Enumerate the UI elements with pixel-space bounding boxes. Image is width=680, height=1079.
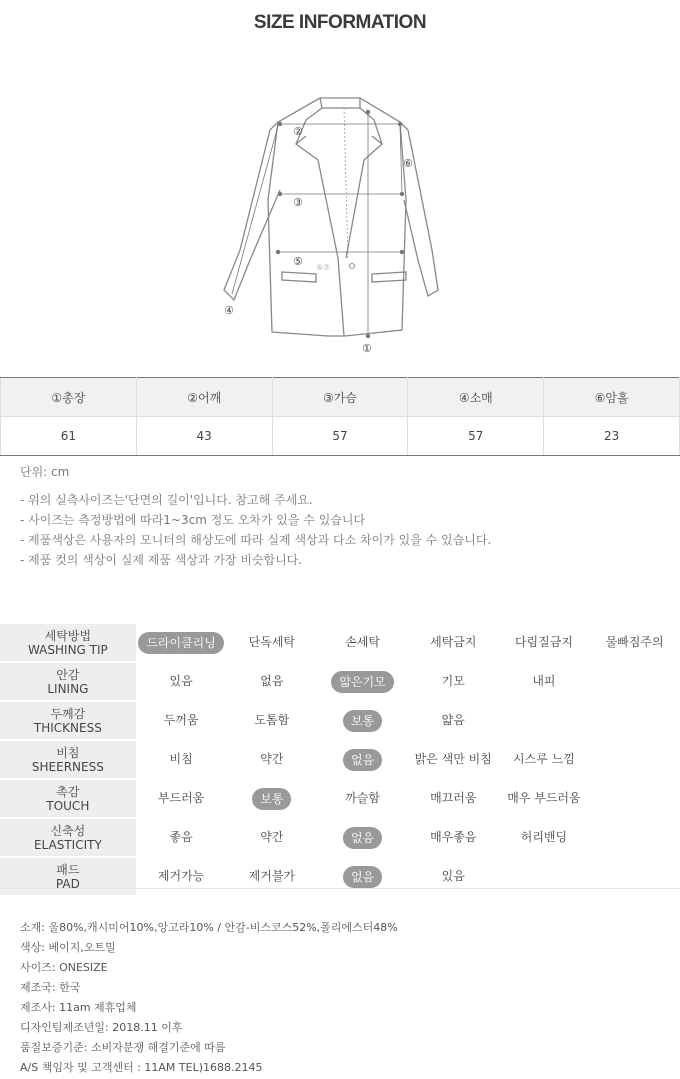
care-option-cell xyxy=(408,779,499,818)
care-label-ko: 세탁방법 xyxy=(44,628,92,643)
info-line: 색상: 베이지,오트밀 xyxy=(20,941,116,954)
care-option-selected: 얇은기모 xyxy=(331,671,393,693)
care-option-cell xyxy=(499,857,590,896)
page-title: SIZE INFORMATION xyxy=(253,12,427,33)
care-option: 물빠짐주의 xyxy=(605,635,664,650)
care-option-cell xyxy=(136,740,227,779)
label-chest: ③ xyxy=(293,196,303,209)
care-option: 시스루 느낌 xyxy=(513,752,575,766)
care-label-ko: 비침 xyxy=(56,745,80,760)
info-line: 디자인팀제조년일: 2018.11 이후 xyxy=(20,1021,183,1034)
care-option-cell xyxy=(499,779,590,818)
care-option: 제거불가 xyxy=(248,869,296,883)
care-row-label xyxy=(0,662,136,701)
care-option-cell xyxy=(317,624,408,662)
care-option-selected: 드라이클리닝 xyxy=(138,632,224,654)
care-option: 약간 xyxy=(260,830,284,844)
care-option: 밝은 색만 비침 xyxy=(414,752,492,766)
care-option-cell xyxy=(226,624,317,662)
care-option: 있음 xyxy=(441,869,465,883)
care-option-cell xyxy=(317,857,408,896)
care-option-cell xyxy=(136,818,227,857)
care-option-cell xyxy=(499,740,590,779)
svg-text:⑥: ⑥ xyxy=(316,263,324,272)
care-row xyxy=(0,740,680,779)
care-option: 내피 xyxy=(532,674,556,688)
care-row-label xyxy=(0,818,136,857)
size-header: ②어깨 xyxy=(136,378,272,417)
care-option-cell xyxy=(589,779,680,818)
care-table xyxy=(0,624,680,897)
care-option-cell xyxy=(226,701,317,740)
care-option: 세탁금지 xyxy=(430,635,477,650)
care-row xyxy=(0,624,680,662)
care-option: 기모 xyxy=(441,674,465,688)
care-option-cell xyxy=(226,857,317,896)
care-option: 약간 xyxy=(260,752,284,766)
care-option: 얇음 xyxy=(441,713,465,727)
care-option-selected: 없음 xyxy=(343,866,382,888)
info-line: 품질보증기준: 소비자분쟁 해결기준에 따름 xyxy=(20,1041,226,1054)
care-option-cell xyxy=(136,624,227,662)
care-row xyxy=(0,818,680,857)
care-option-cell xyxy=(317,779,408,818)
care-option: 도톰함 xyxy=(254,713,290,727)
care-option-cell xyxy=(589,818,680,857)
care-option-cell xyxy=(226,818,317,857)
care-option: 부드러움 xyxy=(157,791,205,805)
care-option-cell xyxy=(499,701,590,740)
care-option-cell xyxy=(408,857,499,896)
note-line: - 위의 실측사이즈는'단면의 길이'입니다. 참고해 주세요. xyxy=(20,493,313,507)
info-line: 제조국: 한국 xyxy=(20,981,81,994)
care-row-label xyxy=(0,624,136,662)
care-option: 제거가능 xyxy=(157,869,205,883)
size-header: ⑥암홀 xyxy=(544,378,680,417)
care-label-ko: 촉감 xyxy=(56,784,80,799)
care-option-cell xyxy=(136,662,227,701)
info-line: 소재: 울80%,캐시미어10%,앙고라10% / 안감-비스코스52%,폴리에스터48% xyxy=(20,921,398,934)
care-option-cell xyxy=(136,779,227,818)
care-label-ko: 두께감 xyxy=(50,706,86,721)
care-option-selected: 없음 xyxy=(343,749,382,771)
size-value: 61 xyxy=(1,417,137,456)
care-option-cell xyxy=(589,701,680,740)
care-row-label xyxy=(0,701,136,740)
care-option-cell xyxy=(499,624,590,662)
note-line: - 제품 컷의 색상이 실제 제품 색상과 가장 비슷합니다. xyxy=(20,553,303,567)
label-shoulder: ② xyxy=(293,125,303,138)
info-line: 사이즈: ONESIZE xyxy=(20,961,108,974)
care-option-cell xyxy=(408,701,499,740)
care-option-cell xyxy=(317,701,408,740)
size-header: ④소매 xyxy=(408,378,544,417)
label-length: ① xyxy=(362,342,372,355)
care-option-selected: 보통 xyxy=(252,788,291,810)
care-row-label xyxy=(0,857,136,896)
care-option: 매끄러움 xyxy=(430,791,477,805)
size-table xyxy=(0,377,680,456)
care-label-ko: 안감 xyxy=(56,667,80,682)
care-option-cell xyxy=(589,662,680,701)
care-label-en: PAD xyxy=(55,876,80,891)
care-divider xyxy=(0,888,680,889)
care-label-ko: 패드 xyxy=(56,862,80,877)
care-label-en: THICKNESS xyxy=(33,720,102,735)
jacket-measurement-diagram xyxy=(210,90,450,360)
label-armhole: ⑥ xyxy=(403,157,413,170)
care-row xyxy=(0,662,680,701)
size-value: 23 xyxy=(544,417,680,456)
care-option-cell xyxy=(136,701,227,740)
info-line: 제조사: 11am 제휴업체 xyxy=(20,1001,137,1014)
care-option-cell xyxy=(317,740,408,779)
care-option-cell xyxy=(226,662,317,701)
care-option: 다림질금지 xyxy=(514,635,573,650)
care-option-cell xyxy=(408,624,499,662)
care-option-cell xyxy=(408,662,499,701)
care-option: 매우좋음 xyxy=(430,830,477,844)
care-option-cell xyxy=(317,662,408,701)
size-header: ①총장 xyxy=(1,378,137,417)
label-waist: ⑤ xyxy=(293,255,303,268)
label-sleeve: ④ xyxy=(224,304,234,317)
info-line: A/S 책임자 및 고객센터 : 11AM TEL)1688.2145 xyxy=(20,1061,263,1074)
care-option-cell xyxy=(499,662,590,701)
care-label-en: WASHING TIP xyxy=(27,642,108,657)
care-option: 비침 xyxy=(169,752,193,766)
care-option-cell xyxy=(589,857,680,896)
care-label-en: ELASTICITY xyxy=(33,837,102,852)
care-label-en: LINING xyxy=(47,681,89,696)
care-option-cell xyxy=(408,740,499,779)
svg-text:⑦: ⑦ xyxy=(323,263,331,272)
care-row-label xyxy=(0,740,136,779)
care-option: 손세탁 xyxy=(345,635,380,650)
size-value: 43 xyxy=(136,417,272,456)
care-label-en: SHEERNESS xyxy=(31,759,104,774)
size-header: ③가슴 xyxy=(272,378,408,417)
note-line: - 제품색상은 사용자의 모니터의 해상도에 따라 실제 색상과 다소 차이가 있을 수 있습니다. xyxy=(20,533,492,547)
size-value: 57 xyxy=(272,417,408,456)
care-row-label xyxy=(0,779,136,818)
care-option: 허리밴딩 xyxy=(520,830,568,844)
size-value: 57 xyxy=(408,417,544,456)
care-option-cell xyxy=(408,818,499,857)
care-row xyxy=(0,701,680,740)
care-option: 없음 xyxy=(260,674,284,688)
care-option: 두꺼움 xyxy=(163,713,199,727)
care-option: 까슬함 xyxy=(345,791,380,805)
care-option-cell xyxy=(226,740,317,779)
care-option-selected: 없음 xyxy=(343,827,382,849)
care-label-en: TOUCH xyxy=(46,798,90,813)
care-row xyxy=(0,779,680,818)
care-option-cell xyxy=(589,740,680,779)
care-option-cell xyxy=(589,624,680,662)
care-option-cell xyxy=(499,818,590,857)
size-notes xyxy=(20,490,491,570)
care-option-cell xyxy=(226,779,317,818)
care-option: 있음 xyxy=(169,674,193,688)
care-option: 매우 부드러움 xyxy=(507,791,581,805)
care-option: 좋음 xyxy=(169,830,193,844)
care-option: 단독세탁 xyxy=(248,635,296,650)
product-info xyxy=(20,918,398,1078)
care-row xyxy=(0,857,680,896)
care-option-cell xyxy=(317,818,408,857)
care-option-selected: 보통 xyxy=(343,710,382,732)
unit-label: 단위: cm xyxy=(20,465,70,479)
care-label-ko: 신축성 xyxy=(50,823,86,838)
note-line: - 사이즈는 측정방법에 따라1~3cm 정도 오차가 있을 수 있습니다 xyxy=(20,513,366,527)
care-option-cell xyxy=(136,857,227,896)
